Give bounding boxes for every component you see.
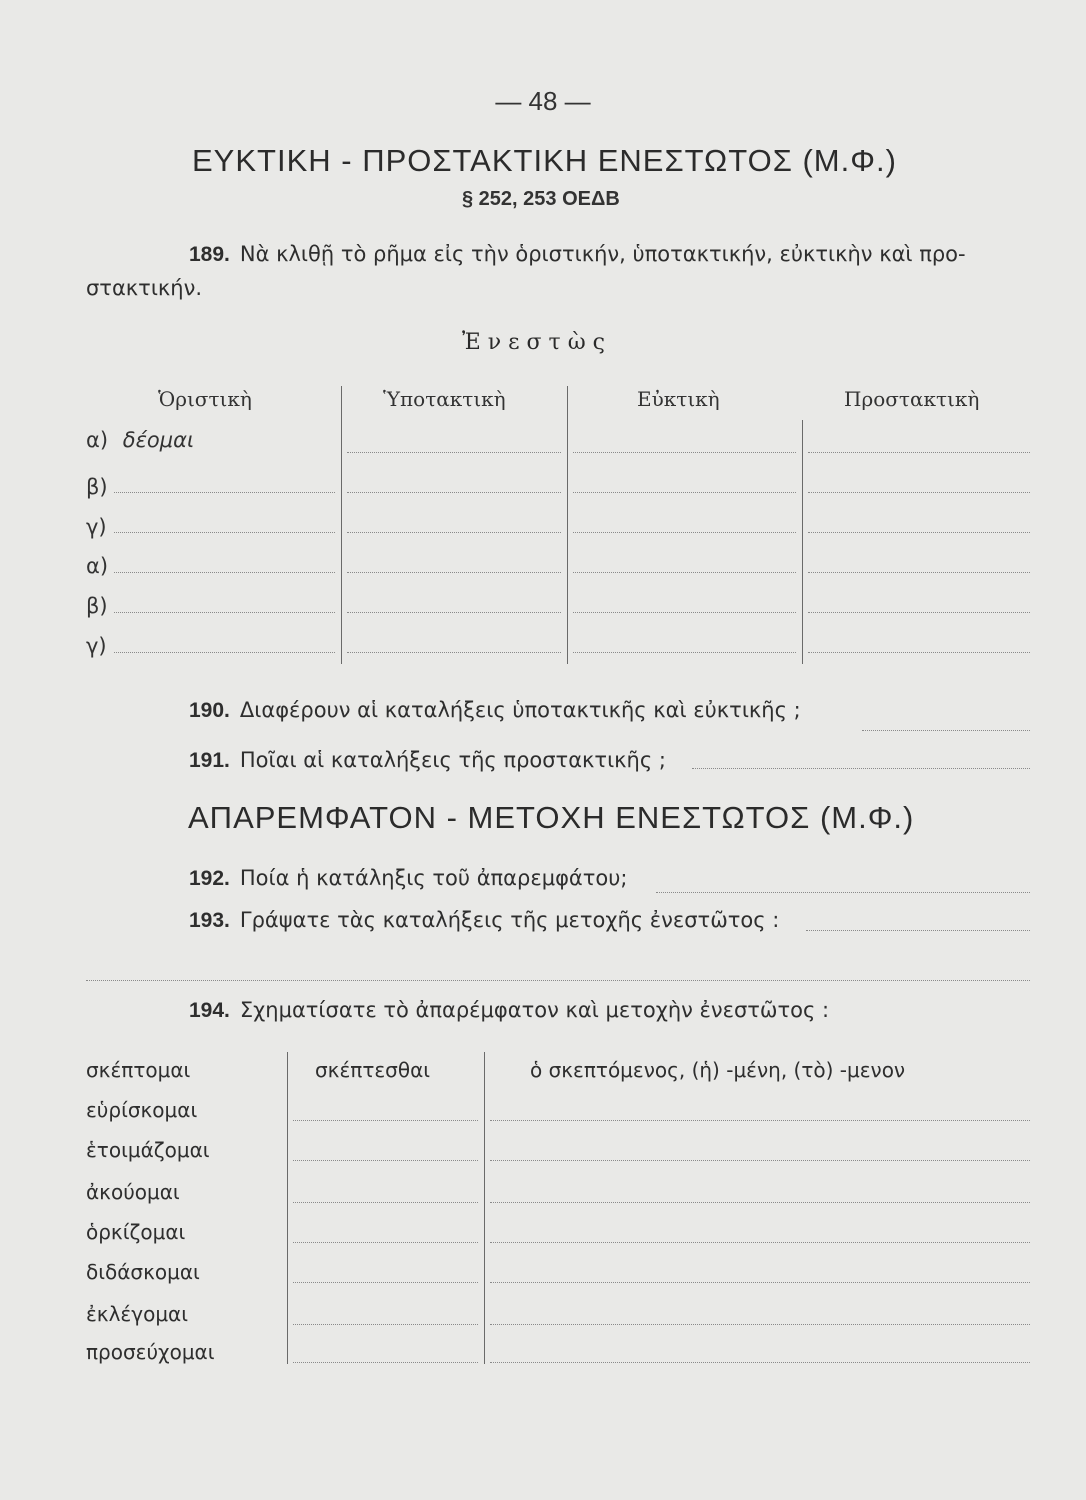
- answer-line[interactable]: [490, 1120, 1030, 1121]
- column-header-imperative: Προστακτικὴ: [844, 387, 980, 411]
- answer-line[interactable]: [573, 492, 796, 493]
- list-item: σκέπτομαι: [86, 1058, 191, 1082]
- answer-line[interactable]: [490, 1242, 1030, 1243]
- answer-line[interactable]: [808, 612, 1030, 613]
- example-infinitive: σκέπτεσθαι: [315, 1058, 431, 1082]
- table-row: β): [86, 594, 108, 618]
- answer-line[interactable]: [293, 1282, 478, 1283]
- table-divider: [567, 386, 568, 664]
- answer-line[interactable]: [808, 572, 1030, 573]
- answer-line[interactable]: [114, 572, 335, 573]
- table-row: γ): [86, 515, 107, 539]
- row-given-form: δέομαι: [122, 428, 195, 452]
- table-row: γ): [86, 634, 107, 658]
- question-190: [189, 698, 801, 723]
- answer-line[interactable]: [114, 612, 335, 613]
- question-number: 192.: [189, 867, 230, 890]
- answer-line[interactable]: [293, 1362, 478, 1363]
- question-189-continuation: στακτικήν.: [86, 276, 203, 300]
- list-item: ὁρκίζομαι: [86, 1220, 186, 1244]
- answer-line[interactable]: [573, 452, 796, 453]
- row-label: α): [86, 428, 109, 452]
- question-text: Ποῖαι αἱ καταλήξεις τῆς προστακτικῆς ;: [239, 748, 666, 772]
- answer-line[interactable]: [293, 1242, 478, 1243]
- answer-line[interactable]: [692, 768, 1030, 769]
- list-item: ἀκούομαι: [86, 1180, 180, 1204]
- answer-line[interactable]: [347, 492, 561, 493]
- answer-line[interactable]: [293, 1324, 478, 1325]
- grammar-reference: § 252, 253 ΟΕΔΒ: [462, 188, 620, 210]
- answer-line[interactable]: [293, 1160, 478, 1161]
- answer-line[interactable]: [347, 652, 561, 653]
- answer-line[interactable]: [114, 652, 335, 653]
- tense-heading: Ἐνεστὼς: [462, 330, 612, 355]
- answer-line[interactable]: [573, 532, 796, 533]
- list-item: διδάσκομαι: [86, 1260, 200, 1284]
- question-number: 193.: [189, 909, 230, 932]
- list-item: προσεύχομαι: [86, 1340, 215, 1364]
- answer-line[interactable]: [862, 730, 1030, 731]
- answer-line[interactable]: [808, 652, 1030, 653]
- table-row: β): [86, 475, 108, 499]
- question-number: 191.: [189, 749, 230, 772]
- list-item: εὑρίσκομαι: [86, 1098, 198, 1122]
- question-text: Γράψατε τὰς καταλήξεις τῆς μετοχῆς ἐνεστῶτος :: [239, 908, 780, 932]
- table-divider: [341, 386, 342, 664]
- list-item: ἐκλέγομαι: [86, 1302, 188, 1326]
- answer-line[interactable]: [347, 532, 561, 533]
- table-divider: [287, 1052, 288, 1364]
- section-title-optative-imperative: ΕΥΚΤΙΚΗ - ΠΡΟΣΤΑΚΤΙΚΗ ΕΝΕΣΤΩΤΟΣ (Μ.Φ.): [192, 143, 897, 178]
- answer-line[interactable]: [808, 532, 1030, 533]
- question-192: [189, 866, 627, 891]
- answer-line[interactable]: [347, 572, 561, 573]
- table-row: [86, 428, 194, 452]
- question-number: 190.: [189, 699, 230, 722]
- answer-line[interactable]: [573, 652, 796, 653]
- question-text: Διαφέρουν αἱ καταλήξεις ὑποτακτικῆς καὶ εὐκτικῆς ;: [239, 698, 801, 722]
- question-189: [189, 242, 966, 267]
- list-item: ἑτοιμάζομαι: [86, 1138, 210, 1162]
- answer-line[interactable]: [490, 1362, 1030, 1363]
- answer-line[interactable]: [114, 532, 335, 533]
- table-row: α): [86, 554, 109, 578]
- answer-line[interactable]: [293, 1120, 478, 1121]
- section-title-infinitive-participle: ΑΠΑΡΕΜΦΑΤΟΝ - ΜΕΤΟΧΗ ΕΝΕΣΤΩΤΟΣ (Μ.Φ.): [188, 800, 915, 835]
- answer-line[interactable]: [293, 1202, 478, 1203]
- answer-line[interactable]: [347, 452, 561, 453]
- question-text: Σχηματίσατε τὸ ἀπαρέμφατον καὶ μετοχὴν ἐνεστῶτος :: [239, 998, 830, 1022]
- question-194: [189, 998, 829, 1023]
- answer-line[interactable]: [806, 930, 1030, 931]
- answer-line[interactable]: [347, 612, 561, 613]
- table-divider: [802, 420, 803, 664]
- question-number: 194.: [189, 999, 230, 1022]
- answer-line[interactable]: [573, 612, 796, 613]
- column-header-optative: Εὐκτικὴ: [637, 387, 720, 411]
- question-number: 189.: [189, 243, 230, 266]
- column-header-subjunctive: Ὑποτακτικὴ: [383, 387, 506, 411]
- table-divider: [484, 1052, 485, 1364]
- page-number: — 48 —: [495, 86, 591, 116]
- answer-line[interactable]: [808, 492, 1030, 493]
- answer-line[interactable]: [808, 452, 1030, 453]
- answer-line[interactable]: [114, 492, 335, 493]
- question-191: [189, 748, 666, 773]
- answer-line[interactable]: [490, 1282, 1030, 1283]
- answer-line[interactable]: [490, 1324, 1030, 1325]
- answer-line[interactable]: [656, 892, 1030, 893]
- answer-line[interactable]: [490, 1160, 1030, 1161]
- answer-line[interactable]: [86, 980, 1030, 981]
- column-header-indicative: Ὁριστικὴ: [158, 387, 252, 411]
- question-193: [189, 908, 779, 933]
- answer-line[interactable]: [573, 572, 796, 573]
- answer-line[interactable]: [490, 1202, 1030, 1203]
- question-text: Νὰ κλιθῇ τὸ ρῆμα εἰς τὴν ὁριστικήν, ὑποτακτικήν, εὐκτικὴν καὶ προ-: [239, 242, 966, 266]
- question-text: Ποία ἡ κατάληξις τοῦ ἀπαρεμφάτου;: [239, 866, 628, 890]
- example-participle: ὁ σκεπτόμενος, (ἡ) -μένη, (τὸ) -μενον: [530, 1058, 906, 1082]
